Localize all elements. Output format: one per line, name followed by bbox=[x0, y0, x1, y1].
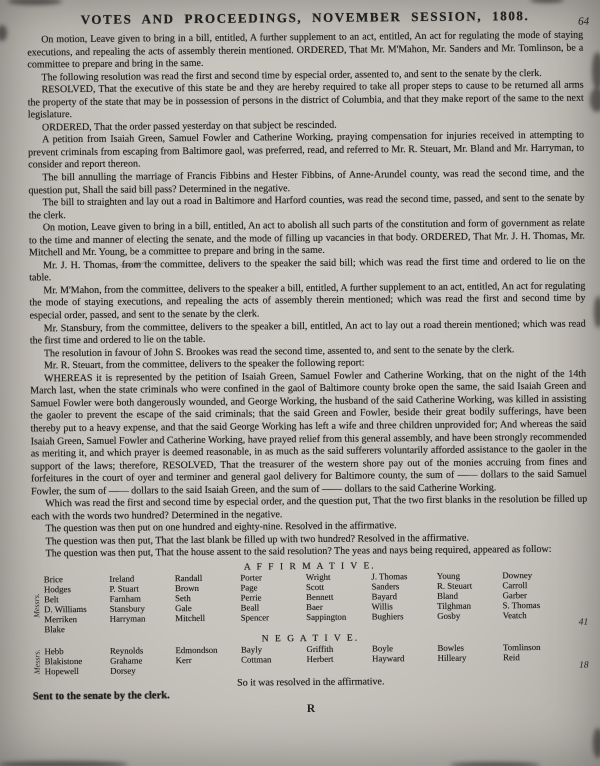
delegate-name: Spencer bbox=[240, 611, 270, 623]
delegate-name: Merriken bbox=[44, 613, 78, 624]
delegate-name: Stansbury bbox=[109, 603, 145, 614]
affirmative-row bbox=[32, 571, 588, 635]
paragraph: The question was then put, That the house assent to the said resolution? The yeas and nays being required, appeared as follow: bbox=[45, 544, 552, 560]
delegate-name: Garber bbox=[502, 589, 528, 601]
delegate-name: Gosby bbox=[437, 610, 461, 621]
vote-column bbox=[306, 645, 372, 675]
delegate-name: Blakistone bbox=[44, 656, 83, 667]
delegate-name: Griffith bbox=[306, 644, 334, 655]
vote-column bbox=[44, 575, 110, 635]
paragraph: The bill to straighten and lay out a road in Baltimore and Harford counties, was read the second time, passed, and sent to the senate by the clerk. bbox=[28, 192, 585, 222]
scan-artifact bbox=[0, 761, 128, 766]
paragraph: Which was read the first and second time by especial order, and the question put, That the two first blanks in the resolution be filled up each with the words two hundred? Determined in the negative. bbox=[31, 493, 588, 523]
delegate-name: J. Thomas bbox=[371, 571, 408, 582]
delegate-name: Porter bbox=[240, 572, 262, 583]
delegate-name: Downey bbox=[502, 570, 533, 581]
scan-artifact bbox=[590, 88, 600, 112]
delegate-name: Hopewell bbox=[44, 666, 79, 677]
delegate-name: Bowles bbox=[437, 643, 464, 654]
delegate-name: Blake bbox=[44, 623, 65, 634]
delegate-name: Carroll bbox=[502, 579, 528, 591]
delegate-name: Kerr bbox=[175, 655, 192, 666]
negative-heading: N E G A T I V E. bbox=[261, 633, 360, 645]
sent-line: Sent to the senate by the clerk. bbox=[32, 690, 170, 703]
negative-count: 18 bbox=[579, 660, 589, 671]
delegate-name: Willis bbox=[371, 600, 393, 612]
delegate-name: Boyle bbox=[371, 643, 394, 654]
delegate-name: Seth bbox=[175, 592, 191, 603]
vote-column bbox=[241, 645, 307, 675]
negative-row bbox=[32, 643, 588, 678]
paragraph: Mr. M'Mahon, from the committee, delivers to the speaker a bill, entitled, A further supplement to an act, entitled, An act for regulating the mode of staying executions, and repealing the acts of assembly therein mentioned; which was read the first and second time by especial order, passed, and sent to the senate by the clerk. bbox=[29, 280, 586, 322]
delegate-name: Scott bbox=[305, 581, 325, 592]
page-title: VOTES AND PROCEEDINGS, NOVEMBER SESSION, 1808. bbox=[80, 8, 530, 27]
affirmative-count: 41 bbox=[578, 617, 589, 629]
delegate-name: Sanders bbox=[371, 581, 400, 592]
vote-column bbox=[371, 572, 437, 632]
delegate-name: Tomlinson bbox=[502, 642, 541, 653]
paragraph: On motion, Leave given to bring in a bill, entitled, An act to abolish all such parts of the constitution and form of government as relate to the time and manner of electing the senate, and the mode of filling up vacancies in that body. ORDERED, That Mr. J. H. Thomas, Mr. Mitchell and Mr. Young, be a committee to prepare and bring in the same. bbox=[28, 217, 585, 259]
delegate-name: Edmondson bbox=[175, 645, 218, 656]
paragraph: The question was then put, That the last blank be filled up with two hundred? Resolved in the affirmative. bbox=[45, 532, 470, 548]
vote-column bbox=[44, 647, 110, 677]
paragraph: The question was then put on one hundred and eighty-nine. Resolved in the affirmative. bbox=[45, 520, 397, 535]
paragraph: On motion, Leave given to bring in a bill, entitled, A further supplement to an act, entitled, An act for regulating the mode of staying executions, and repealing the acts of assembly therein mentioned. ORDERED, That Mr. M'Mahon, Mr. Sanders and Mr. Tomlinson, be a committee to prepare and bring in the same. bbox=[27, 29, 584, 71]
affirmative-names bbox=[44, 571, 568, 635]
delegate-name: Beall bbox=[240, 602, 260, 613]
scan-artifact bbox=[530, 0, 564, 3]
paragraph: Mr. Stansbury, from the committee, delivers to the speaker a bill, entitled, An act to lay out a road therein mentioned; which was read the first time and ordered to lie on the table. bbox=[29, 318, 586, 347]
delegate-name: Tilghman bbox=[437, 600, 472, 611]
delegate-name: Hayward bbox=[372, 653, 405, 664]
delegate-name: Ireland bbox=[109, 573, 135, 584]
paragraph: WHEREAS it is represented by the petition of Isaiah Green, Samuel Fowler and Catherine Working, that on the night of the 14th March last, when the state criminals who were confined in the gaol of Baltimore county broke open the same, the said Isaiah Green and Samuel Fowler were both dangerously wounded, and George Working, the husband of the said Catherine Working, was killed in assisting the gaoler to prevent the escape of the said criminals; that the said Green and Fowler, beside their great bodily sufferings, have been thereby put to a heavy expense, and that the said George Working has left a wife and three children unprovided for; And whereas the said Isaiah Green, Samuel Fowler and Catherine Working, have prayed relief from this general assembly, and have been strongly recommended as meriting it, and which prayer is deemed reasonable, in as much as the said sufferers voluntarily afforded assistance to the gaoler in the support of the laws; therefore, RESOLVED, That the treasurer of the western shore pay out of the monies accruing from fines and forfeitures in the court of oyer and terminer and general gaol delivery for Baltimore county, the sum of —— dollars to the said Samuel Fowler, the sum of —— dollars to the said Isaiah Green, and the sum of —— dollars to the said Catherine Working. bbox=[30, 368, 588, 498]
delegate-name: D. Williams bbox=[44, 603, 87, 614]
body-text bbox=[27, 30, 588, 562]
paragraph: The following resolution was read the first and second time by especial order, assented to, and sent to the senate by the clerk. bbox=[41, 67, 542, 83]
vote-column bbox=[175, 646, 241, 676]
page-content bbox=[27, 7, 589, 718]
page-number: 64 bbox=[577, 15, 590, 28]
delegate-name: Reynolds bbox=[109, 645, 144, 657]
vote-column bbox=[372, 644, 438, 674]
delegate-name: Herbert bbox=[306, 654, 334, 665]
vote-column bbox=[502, 571, 568, 631]
delegate-name: Brice bbox=[43, 574, 63, 585]
paragraph: Mr. J. H. Thomas, from the committee, delivers to the speaker the said bill; which was read the first time and ordered to lie on the table. bbox=[29, 255, 586, 284]
delegate-name: Bughiers bbox=[371, 610, 404, 622]
scan-artifact bbox=[450, 762, 540, 766]
vote-column bbox=[503, 643, 569, 673]
messrs-label: Messrs. bbox=[32, 650, 42, 676]
delegate-name: Randall bbox=[174, 572, 203, 584]
paragraph: RESOLVED, That the executive of this state be and they are hereby required to take all proper steps to cause to be returned all arms the property of the state that may be in possession of persons in the district of Columbia, and that they make report of the same to the next legislature. bbox=[27, 79, 584, 121]
delegate-name: Page bbox=[240, 582, 258, 593]
delegate-name: Veatch bbox=[502, 609, 527, 620]
negative-section bbox=[32, 632, 588, 678]
affirmative-section bbox=[32, 560, 589, 635]
result-line: So it was resolved in the affirmative. bbox=[237, 676, 385, 689]
delegate-name: Baer bbox=[306, 601, 323, 612]
delegate-name: Mitchell bbox=[175, 612, 206, 623]
page-header bbox=[27, 7, 590, 30]
delegate-name: Brown bbox=[174, 582, 199, 594]
delegate-name: Young bbox=[436, 570, 460, 581]
vote-column bbox=[175, 574, 241, 634]
vote-column bbox=[240, 573, 306, 633]
delegate-name: Bland bbox=[436, 590, 459, 601]
delegate-name: R. Steuart bbox=[436, 580, 473, 591]
vote-column bbox=[306, 572, 372, 632]
delegate-name: Wright bbox=[305, 571, 331, 582]
delegate-name: Bennett bbox=[306, 591, 334, 602]
delegate-name: Belt bbox=[44, 593, 59, 605]
delegate-name: Gale bbox=[175, 602, 192, 613]
delegate-name: S. Thomas bbox=[502, 599, 541, 610]
vote-column bbox=[110, 647, 176, 677]
delegate-name: Sappington bbox=[306, 611, 347, 622]
paragraph: ORDERED, That the order passed yesterday on that subject be rescinded. bbox=[41, 119, 337, 134]
negative-names bbox=[44, 643, 568, 677]
delegate-name: Dorsey bbox=[110, 665, 136, 676]
delegate-name: P. Stuart bbox=[109, 583, 139, 594]
vote-column bbox=[109, 574, 175, 634]
scan-artifact bbox=[8, 0, 62, 5]
delegate-name: Farnham bbox=[109, 593, 141, 604]
delegate-name: Reid bbox=[503, 652, 520, 663]
paragraph: A petition from Isaiah Green, Samuel Fowler and Catherine Working, praying compensation for injuries received in attempting to prevent criminals from escaping from Baltimore gaol, was preferred, read, and referred to Mr. R. Steuart, Mr. Bland and Mr. Harryman, to consider and report thereon. bbox=[28, 129, 585, 171]
catchword: R bbox=[306, 703, 316, 716]
affirmative-heading: A F F I R M A T I V E. bbox=[243, 561, 376, 573]
paragraph: The resolution in favour of John S. Brookes was read the second time, assented to, and sent to the senate by the clerk. bbox=[43, 343, 515, 359]
delegate-name: Harryman bbox=[109, 613, 146, 624]
vote-section bbox=[32, 560, 589, 718]
delegate-name: Hodges bbox=[43, 583, 71, 595]
paragraph: The bill annulling the marriage of Francis Fibbins and Hester Fibbins, of Anne-Arundel county, was read the second time, and the question put, Shall the said bill pass? Determined in the negative. bbox=[28, 167, 585, 196]
scan-artifact bbox=[593, 728, 600, 758]
scan-artifact bbox=[0, 25, 7, 41]
paragraph: Mr. R. Steuart, from the committee, delivers to the speaker the following report: bbox=[43, 357, 365, 372]
delegate-name: Bayard bbox=[371, 591, 397, 602]
delegate-name: Hilleary bbox=[437, 652, 467, 664]
messrs-label: Messrs. bbox=[32, 592, 42, 618]
delegate-name: Cottman bbox=[241, 654, 272, 665]
vote-column bbox=[437, 644, 503, 674]
delegate-name: Grahame bbox=[110, 655, 143, 667]
scan-artifact bbox=[592, 52, 600, 90]
delegate-name: Hebb bbox=[44, 646, 64, 657]
scan-artifact bbox=[594, 296, 600, 328]
delegate-name: Bayly bbox=[240, 644, 263, 656]
vote-column bbox=[437, 571, 503, 631]
delegate-name: Perrie bbox=[240, 592, 262, 603]
